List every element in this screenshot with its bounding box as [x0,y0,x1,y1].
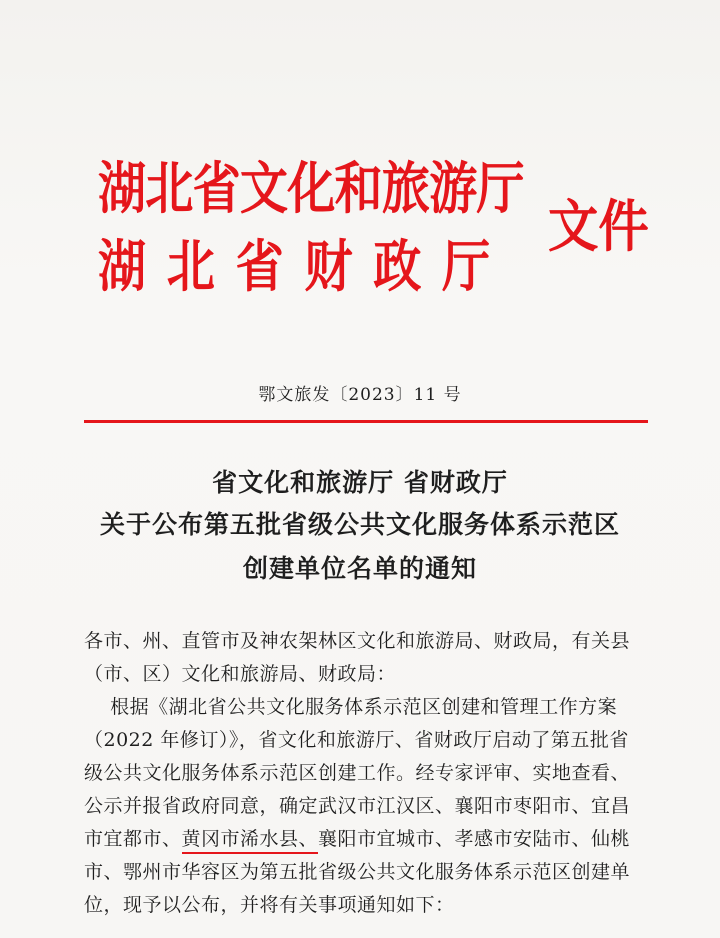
issuer-name-line-1: 湖北省文化和旅游厅 [98,157,524,222]
body-line: 根据《湖北省公共文化服务体系示范区创建和管理工作方案 [84,696,618,718]
document-number: 鄂文旅发〔2023〕11 号 [258,385,462,405]
underlined-county-name: 黄冈市浠水县、 [182,828,319,854]
red-divider-line [84,420,648,423]
notice-title-line-1: 省文化和旅游厅 省财政厅 [212,468,508,497]
body-line [84,830,630,849]
notice-title-line-2: 关于公布第五批省级公共文化服务体系示范区 [99,510,620,539]
body-line: 市、鄂州市华容区为第五批省级公共文化服务体系示范区创建单 [84,861,631,883]
body-line: （2022 年修订）》，省文化和旅游厅、省财政厅启动了第五批省 [84,729,629,751]
body-line: 各市、州、直管市及神农架林区文化和旅游局、财政局，有关县 [84,630,631,652]
body-text: 市宜都市、 [84,828,182,850]
notice-title-line-3: 创建单位名单的通知 [242,554,477,583]
body-line: （市、区）文化和旅游局、财政局： [84,663,397,685]
body-text: 襄阳市宜城市、孝感市安陆市、仙桃 [318,828,631,850]
document-type-label: 文件 [548,195,649,260]
body-line: 位，现予以公布，并将有关事项通知如下： [84,894,455,916]
body-line: 公示并报省政府同意，确定武汉市江汉区、襄阳市枣阳市、宜昌 [84,795,631,817]
body-line: 级公共文化服务体系示范区创建工作。经专家评审、实地查看、 [84,762,631,784]
issuer-name-line-2: 湖北省财政厅 [98,235,511,300]
